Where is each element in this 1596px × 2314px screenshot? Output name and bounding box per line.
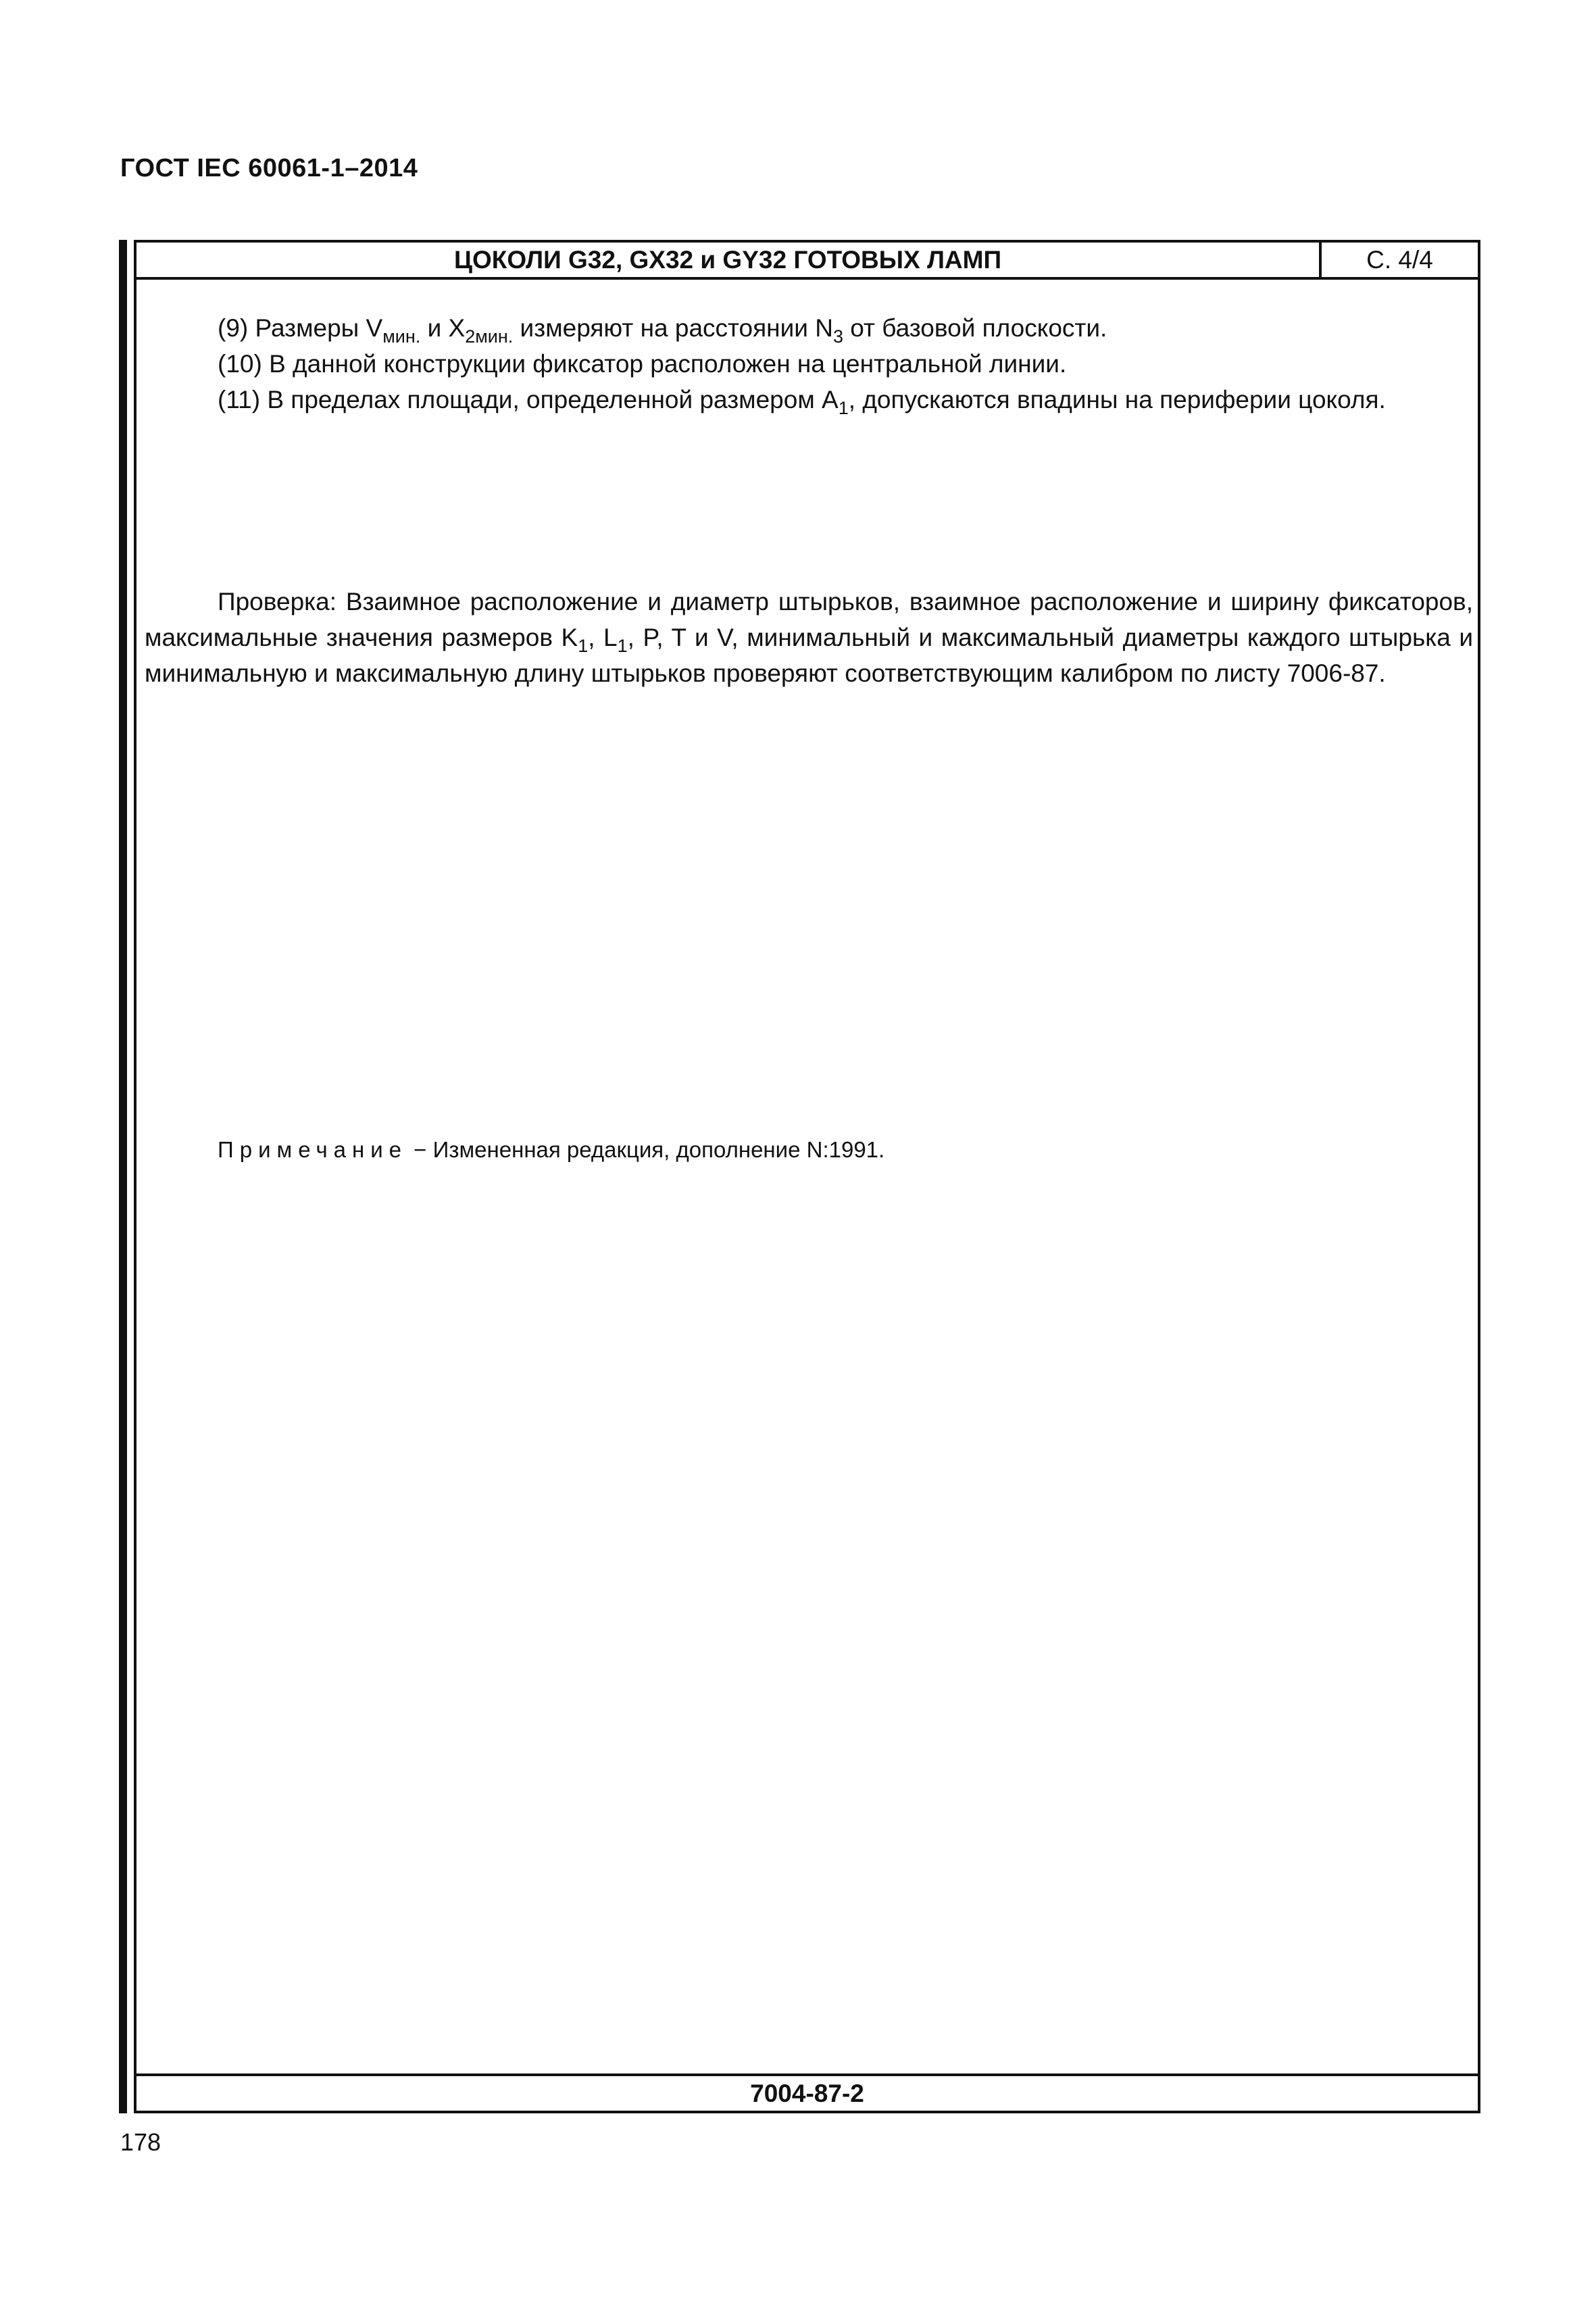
remark-text: − Измененная редакция, дополнение N:1991. [407, 1137, 885, 1162]
note-10: (10) В данной конструкции фиксатор расположен на центральной линии. [218, 350, 1067, 378]
sheet-footer-code: 7004-87-2 [136, 2073, 1478, 2111]
check-paragraph: Проверка: Взаимное расположение и диаметр штырьков, взаимное расположение и ширину фиксаторов, максимальные значения размеров $K_1$, $L_1$, P, T и V, минимальный и максимальный диаметры каждого штырька и минимальную и максимальную длину штырьков проверяют соответствующим калибром по листу 7006-87. [145, 588, 1473, 687]
sheet-frame [134, 240, 1480, 2113]
check-block [145, 584, 1473, 691]
sheet-header [136, 243, 1478, 280]
sheet-page-indicator: С. 4/4 [1366, 246, 1433, 274]
note-9: (9) Размеры $V_{мин.}$ и $X_{2мин.}$ измеряют на расстоянии $N_3$ от базовой плоскости. [218, 314, 1107, 347]
note-11: (11) В пределах площади, определенной размером $A_1$, допускаются впадины на периферии цоколя. [218, 386, 1386, 418]
remark [218, 1133, 884, 1167]
page-number: 178 [120, 2128, 161, 2156]
notes-block [145, 310, 1473, 418]
sheet-title: ЦОКОЛИ G32, GX32 и GY32 ГОТОВЫХ ЛАМП [136, 243, 1322, 277]
document-code: ГОСТ IEC 60061-1–2014 [120, 154, 418, 182]
margin-bar [119, 240, 127, 2113]
remark-label: Примечание [218, 1137, 408, 1162]
